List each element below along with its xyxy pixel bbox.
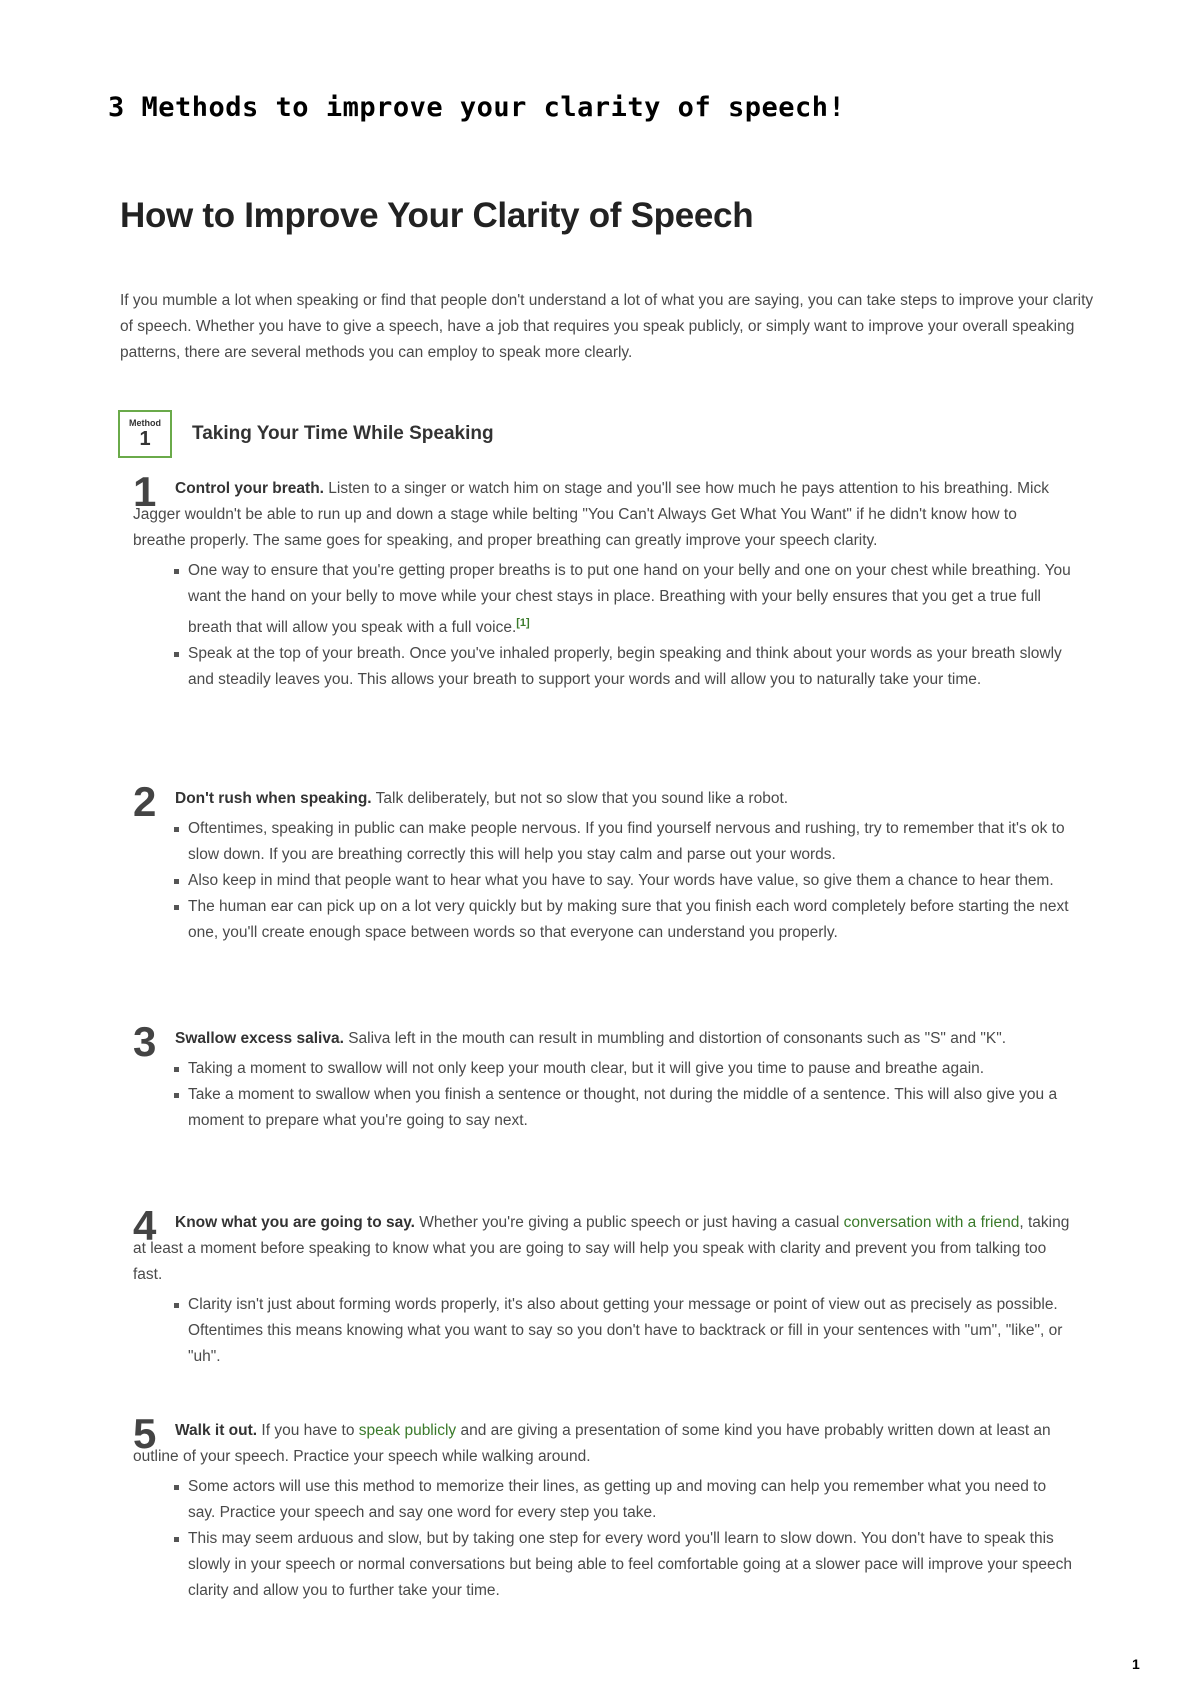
list-item: This may seem arduous and slow, but by taking one step for every word you'll learn to slow down. You don't have to speak this slowly in your speech or normal conversations but being able to feel comfortable going at a slower pace will improve your speech clarity and allow you to further take your time. bbox=[188, 1526, 1073, 1604]
step-lead: Control your breath. bbox=[175, 480, 324, 497]
step-text: Walk it out. If you have to speak publicly and are giving a presentation of some kind you have probably written down at least an outline of your speech. Practice your speech while walking around. bbox=[133, 1422, 1051, 1465]
method-title: Taking Your Time While Speaking bbox=[192, 423, 494, 444]
step-bullets bbox=[133, 1474, 1073, 1604]
step-bullets bbox=[133, 1292, 1073, 1370]
step-number: 2 bbox=[133, 778, 157, 825]
method-badge-number: 1 bbox=[139, 428, 151, 450]
list-item: Clarity isn't just about forming words properly, it's also about getting your message or point of view out as precisely as possible. Oftentimes this means knowing what you want to say so you don't have to backtrack or fill in your sentences with "um", "like", or "uh". bbox=[188, 1292, 1073, 1370]
method-badge bbox=[118, 410, 172, 458]
list-item: One way to ensure that you're getting proper breaths is to put one hand on your belly and one on your chest while breathing. You want the hand on your belly to move while your chest stays in place. Breathing with your belly ensures that you get a true full breath that will allow you speak with a full voice.[1] bbox=[188, 558, 1073, 641]
step-text bbox=[133, 476, 1073, 554]
list-item: Speak at the top of your breath. Once you've inhaled properly, begin speaking and think about your words as your breath slowly and steadily leaves you. This allows your breath to support your words and will allow you to naturally take your time. bbox=[188, 641, 1073, 693]
step-number: 1 bbox=[133, 468, 157, 515]
step-number: 5 bbox=[133, 1410, 157, 1457]
list-item: Taking a moment to swallow will not only keep your mouth clear, but it will give you time to pause and breathe again. bbox=[188, 1056, 1073, 1082]
conversation-link[interactable]: conversation with a friend bbox=[843, 1214, 1020, 1231]
step-body: Talk deliberately, but not so slow that you sound like a robot. bbox=[371, 790, 789, 807]
step-text: Know what you are going to say. Whether you're giving a public speech or just having a casual conversation with a friend, taking at least a moment before speaking to know what you are going to say will help you speak with clarity and prevent you from talking too fast. bbox=[133, 1214, 1070, 1283]
intro-paragraph: If you mumble a lot when speaking or find that people don't understand a lot of what you are saying, you can take steps to improve your clarity of speech. Whether you have to give a speech, have a job that requires you speak publicly, or simply want to improve your overall speaking patterns, there are several methods you can employ to speak more clearly. bbox=[120, 292, 1094, 361]
step-lead: Don't rush when speaking. bbox=[175, 790, 372, 807]
step-4 bbox=[133, 1202, 1073, 1370]
step-text bbox=[133, 786, 1073, 812]
document-title: 3 Methods to improve your clarity of speech! bbox=[108, 92, 846, 123]
step-2 bbox=[133, 778, 1073, 946]
list-item: The human ear can pick up on a lot very quickly but by making sure that you finish each word completely before starting the next one, you'll create enough space between words so that everyone can understand you properly. bbox=[188, 894, 1073, 946]
step-lead: Walk it out. bbox=[175, 1422, 258, 1439]
page-number: 1 bbox=[1132, 1656, 1140, 1672]
step-3 bbox=[133, 1018, 1073, 1134]
step-body: Listen to a singer or watch him on stage and you'll see how much he pays attention to his breathing. Mick Jagger wouldn't be able to run up and down a stage while belting "You Can't Always Get What You Want" if he didn't know how to breathe properly. The same goes for speaking, and proper breathing can greatly improve your speech clarity. bbox=[133, 480, 1049, 549]
step-number: 4 bbox=[133, 1202, 157, 1249]
speak-publicly-link[interactable]: speak publicly bbox=[358, 1422, 457, 1439]
reference-link[interactable]: [1] bbox=[516, 617, 530, 629]
list-item: Also keep in mind that people want to hear what you have to say. Your words have value, so give them a chance to hear them. bbox=[188, 868, 1073, 894]
step-body: Saliva left in the mouth can result in mumbling and distortion of consonants such as "S" and "K". bbox=[343, 1030, 1007, 1047]
list-item: Oftentimes, speaking in public can make people nervous. If you find yourself nervous and rushing, try to remember that it's ok to slow down. If you are breathing correctly this will help you stay calm and parse out your words. bbox=[188, 816, 1073, 868]
article-title: How to Improve Your Clarity of Speech bbox=[120, 196, 754, 235]
step-lead: Know what you are going to say. bbox=[175, 1214, 415, 1231]
step-1 bbox=[133, 468, 1073, 693]
step-bullets bbox=[133, 558, 1073, 693]
step-bullets bbox=[133, 1056, 1073, 1134]
list-item: Take a moment to swallow when you finish a sentence or thought, not during the middle of a sentence. This will also give you a moment to prepare what you're going to say next. bbox=[188, 1082, 1073, 1134]
method-header bbox=[118, 410, 718, 462]
step-number: 3 bbox=[133, 1018, 157, 1065]
step-text bbox=[133, 1026, 1073, 1052]
step-5 bbox=[133, 1410, 1073, 1604]
step-bullets bbox=[133, 816, 1073, 946]
method-badge-label: Method bbox=[129, 418, 161, 428]
list-item: Some actors will use this method to memorize their lines, as getting up and moving can help you remember what you need to say. Practice your speech and say one word for every step you take. bbox=[188, 1474, 1073, 1526]
step-lead: Swallow excess saliva. bbox=[175, 1030, 344, 1047]
